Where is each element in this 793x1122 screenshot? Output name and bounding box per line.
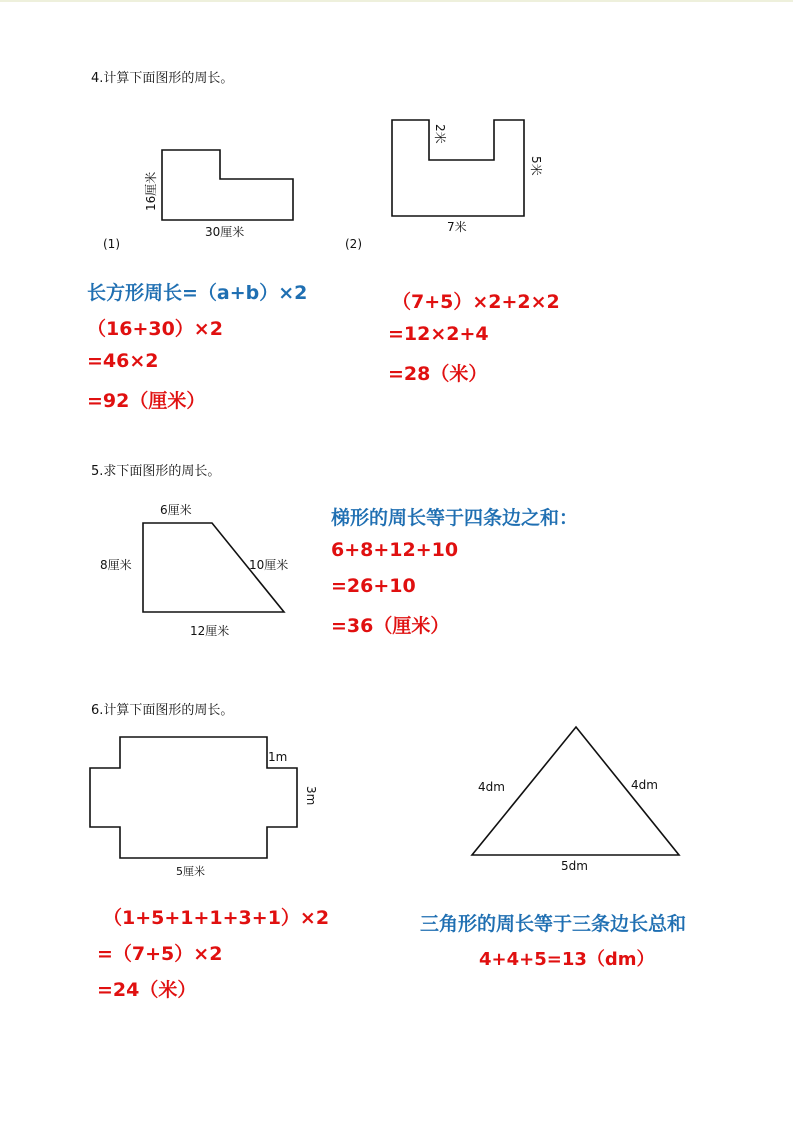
q4-solution1-line2: =46×2	[87, 350, 159, 372]
cross-step-label: 1m	[268, 750, 288, 764]
q5-solution-line2: =26+10	[331, 575, 416, 597]
q6-solution1-line2: =（7+5）×2	[97, 943, 223, 965]
trapezoid-slant-label: 10厘米	[249, 558, 289, 572]
fig1-side-label: 16厘米	[144, 171, 158, 211]
u-shape-figure	[392, 120, 524, 216]
fig1-number: (1)	[103, 237, 120, 251]
cross-side-label: 3m	[304, 786, 318, 806]
q4-solution2-line1: （7+5）×2+2×2	[392, 291, 560, 313]
q5-solution-line3: =36（厘米）	[331, 615, 450, 637]
q6-solution2-line: 4+4+5=13（dm）	[479, 949, 655, 970]
trapezoid-bottom-label: 12厘米	[190, 624, 230, 638]
q6-solution2-formula: 三角形的周长等于三条边长总和	[420, 913, 687, 935]
fig2-bottom-label: 7米	[447, 220, 467, 234]
triangle-left-label: 4dm	[478, 780, 505, 794]
fig1-bottom-label: 30厘米	[205, 225, 245, 239]
question-5-title: 5.求下面图形的周长。	[91, 464, 221, 479]
q4-solution2-line2: =12×2+4	[388, 323, 489, 345]
fig2-notch-label: 2米	[433, 124, 447, 144]
q4-solution1-line1: （16+30）×2	[87, 318, 223, 340]
triangle-bottom-label: 5dm	[561, 859, 588, 873]
q4-solution1-formula: 长方形周长=（a+b）×2	[87, 282, 308, 304]
trapezoid-left-label: 8厘米	[100, 558, 132, 572]
fig2-side-label: 5米	[529, 156, 543, 176]
cross-shape-figure	[90, 737, 297, 858]
fig2-number: (2)	[345, 237, 362, 251]
q4-solution1-line3: =92（厘米）	[87, 390, 206, 412]
question-4-title: 4.计算下面图形的周长。	[91, 71, 234, 86]
q4-solution2-line3: =28（米）	[388, 363, 488, 385]
cross-bottom-label: 5厘米	[176, 865, 205, 878]
question-6-title: 6.计算下面图形的周长。	[91, 703, 234, 718]
q6-solution1-line3: =24（米）	[97, 979, 197, 1001]
q5-solution-line1: 6+8+12+10	[331, 539, 459, 561]
trapezoid-top-label: 6厘米	[160, 503, 192, 517]
q5-solution-formula: 梯形的周长等于四条边之和：	[331, 507, 579, 529]
q6-solution1-line1: （1+5+1+1+3+1）×2	[103, 907, 330, 929]
l-shape-figure	[162, 150, 293, 220]
triangle-right-label: 4dm	[631, 778, 658, 792]
